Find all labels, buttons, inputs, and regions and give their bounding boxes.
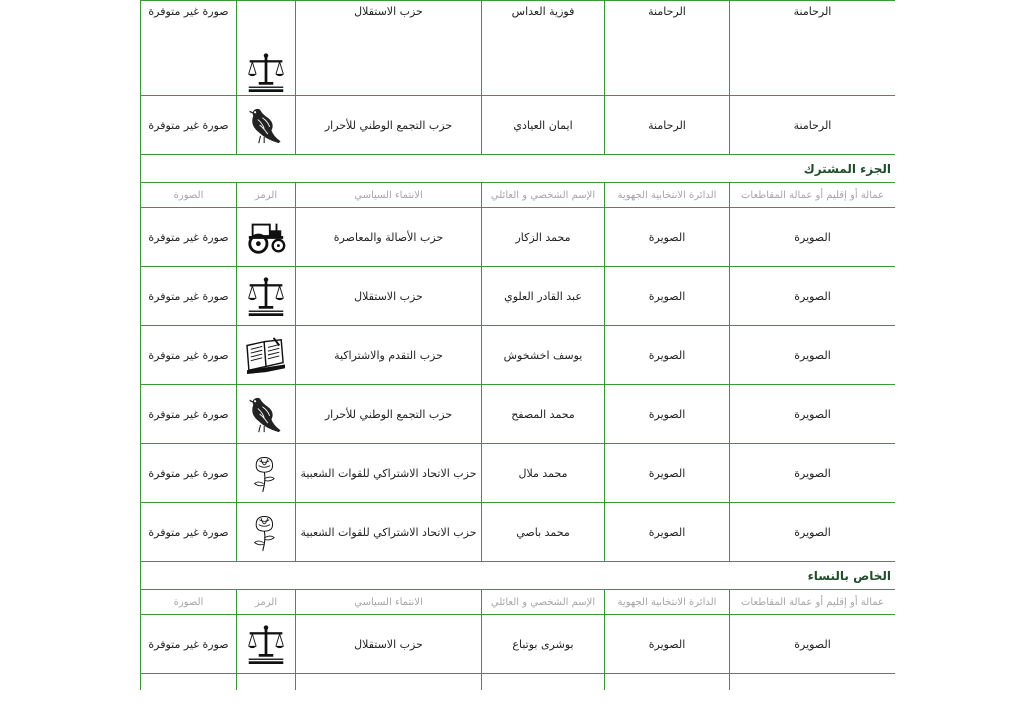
name-header: الإسم الشخصي و العائلي — [482, 590, 605, 615]
empty-cell — [482, 674, 605, 691]
prefecture-cell: الصويرة — [730, 267, 896, 326]
district-cell: الصويرة — [605, 444, 730, 503]
district-cell: الصويرة — [605, 385, 730, 444]
table-row — [141, 326, 896, 385]
symbol-header: الرمز — [237, 183, 296, 208]
prefecture-cell: الصويرة — [730, 615, 896, 674]
party-cell: حزب الاستقلال — [296, 1, 482, 96]
empty-cell — [605, 674, 730, 691]
district-cell: الصويرة — [605, 615, 730, 674]
section-common — [141, 155, 896, 183]
photo-cell: صورة غير متوفرة — [141, 208, 237, 267]
prefecture-cell: الصويرة — [730, 208, 896, 267]
section-women — [141, 562, 896, 590]
party-cell: حزب الاستقلال — [296, 267, 482, 326]
table-row — [141, 267, 896, 326]
candidate-name-cell: محمد الزكار — [482, 208, 605, 267]
party-cell: حزب التجمع الوطني للأحرار — [296, 385, 482, 444]
table-row — [141, 615, 896, 674]
district-cell: الصويرة — [605, 503, 730, 562]
scales-icon — [246, 51, 286, 93]
book-icon — [245, 336, 287, 374]
dove-icon — [246, 392, 286, 436]
district-cell: الصويرة — [605, 326, 730, 385]
scales-icon — [246, 623, 286, 665]
table-row — [141, 503, 896, 562]
candidate-name-cell: يوسف اخشخوش — [482, 326, 605, 385]
party-cell: حزب التقدم والاشتراكية — [296, 326, 482, 385]
prefecture-cell: الصويرة — [730, 326, 896, 385]
photo-cell: صورة غير متوفرة — [141, 615, 237, 674]
column-header-row — [141, 590, 896, 615]
table-row — [141, 444, 896, 503]
candidate-name-cell: عبد القادر العلوي — [482, 267, 605, 326]
district-cell: الصويرة — [605, 208, 730, 267]
prefecture-cell: الصويرة — [730, 444, 896, 503]
photo-header: الصورة — [141, 183, 237, 208]
district-header: الدائرة الانتخابية الجهوية — [605, 590, 730, 615]
prefecture-cell: الصويرة — [730, 503, 896, 562]
photo-cell: صورة غير متوفرة — [141, 385, 237, 444]
prefecture-cell: الرحامنة — [730, 1, 896, 96]
party-header: الانتماء السياسي — [296, 183, 482, 208]
photo-header: الصورة — [141, 590, 237, 615]
party-cell: حزب التجمع الوطني للأحرار — [296, 96, 482, 155]
table-row — [141, 674, 896, 691]
symbol-header: الرمز — [237, 590, 296, 615]
candidate-name-cell: ايمان العيادي — [482, 96, 605, 155]
symbol-cell — [237, 326, 296, 385]
symbol-cell — [237, 385, 296, 444]
candidate-name-cell: فوزية العداس — [482, 1, 605, 96]
district-cell: الرحامنة — [605, 96, 730, 155]
empty-cell — [296, 674, 482, 691]
district-header: الدائرة الانتخابية الجهوية — [605, 183, 730, 208]
empty-cell — [237, 674, 296, 691]
party-cell: حزب الاتحاد الاشتراكي للقوات الشعبية — [296, 444, 482, 503]
name-header: الإسم الشخصي و العائلي — [482, 183, 605, 208]
photo-cell: صورة غير متوفرة — [141, 96, 237, 155]
column-header-row — [141, 183, 896, 208]
table-row — [141, 1, 896, 96]
party-cell: حزب الاستقلال — [296, 615, 482, 674]
symbol-cell — [237, 615, 296, 674]
district-cell: الرحامنة — [605, 1, 730, 96]
photo-cell: صورة غير متوفرة — [141, 503, 237, 562]
symbol-cell — [237, 444, 296, 503]
rose-icon — [248, 450, 284, 496]
candidate-name-cell: محمد ملال — [482, 444, 605, 503]
table-row — [141, 385, 896, 444]
section-title: الجزء المشترك — [141, 155, 896, 183]
prefecture-cell: الرحامنة — [730, 96, 896, 155]
photo-cell: صورة غير متوفرة — [141, 1, 237, 96]
rose-icon — [248, 509, 284, 555]
dove-icon — [246, 103, 286, 147]
tractor-icon — [245, 220, 287, 254]
prefecture-header: عمالة أو إقليم أو عمالة المقاطعات — [730, 590, 896, 615]
symbol-cell — [237, 1, 296, 96]
table-row — [141, 208, 896, 267]
empty-cell — [141, 674, 237, 691]
symbol-cell — [237, 96, 296, 155]
candidates-sheet — [140, 0, 895, 690]
candidate-name-cell: بوشرى بوتباع — [482, 615, 605, 674]
symbol-cell — [237, 503, 296, 562]
photo-cell: صورة غير متوفرة — [141, 444, 237, 503]
party-cell: حزب الاتحاد الاشتراكي للقوات الشعبية — [296, 503, 482, 562]
section-title: الخاص بالنساء — [141, 562, 896, 590]
scales-icon — [246, 275, 286, 317]
photo-cell: صورة غير متوفرة — [141, 267, 237, 326]
candidate-name-cell: محمد باصي — [482, 503, 605, 562]
district-cell: الصويرة — [605, 267, 730, 326]
symbol-cell — [237, 208, 296, 267]
prefecture-cell: الصويرة — [730, 385, 896, 444]
symbol-cell — [237, 267, 296, 326]
photo-cell: صورة غير متوفرة — [141, 326, 237, 385]
empty-cell — [730, 674, 896, 691]
party-header: الانتماء السياسي — [296, 590, 482, 615]
candidates-table — [140, 0, 895, 690]
candidate-name-cell: محمد المصفح — [482, 385, 605, 444]
party-cell: حزب الأصالة والمعاصرة — [296, 208, 482, 267]
table-row — [141, 96, 896, 155]
prefecture-header: عمالة أو إقليم أو عمالة المقاطعات — [730, 183, 896, 208]
